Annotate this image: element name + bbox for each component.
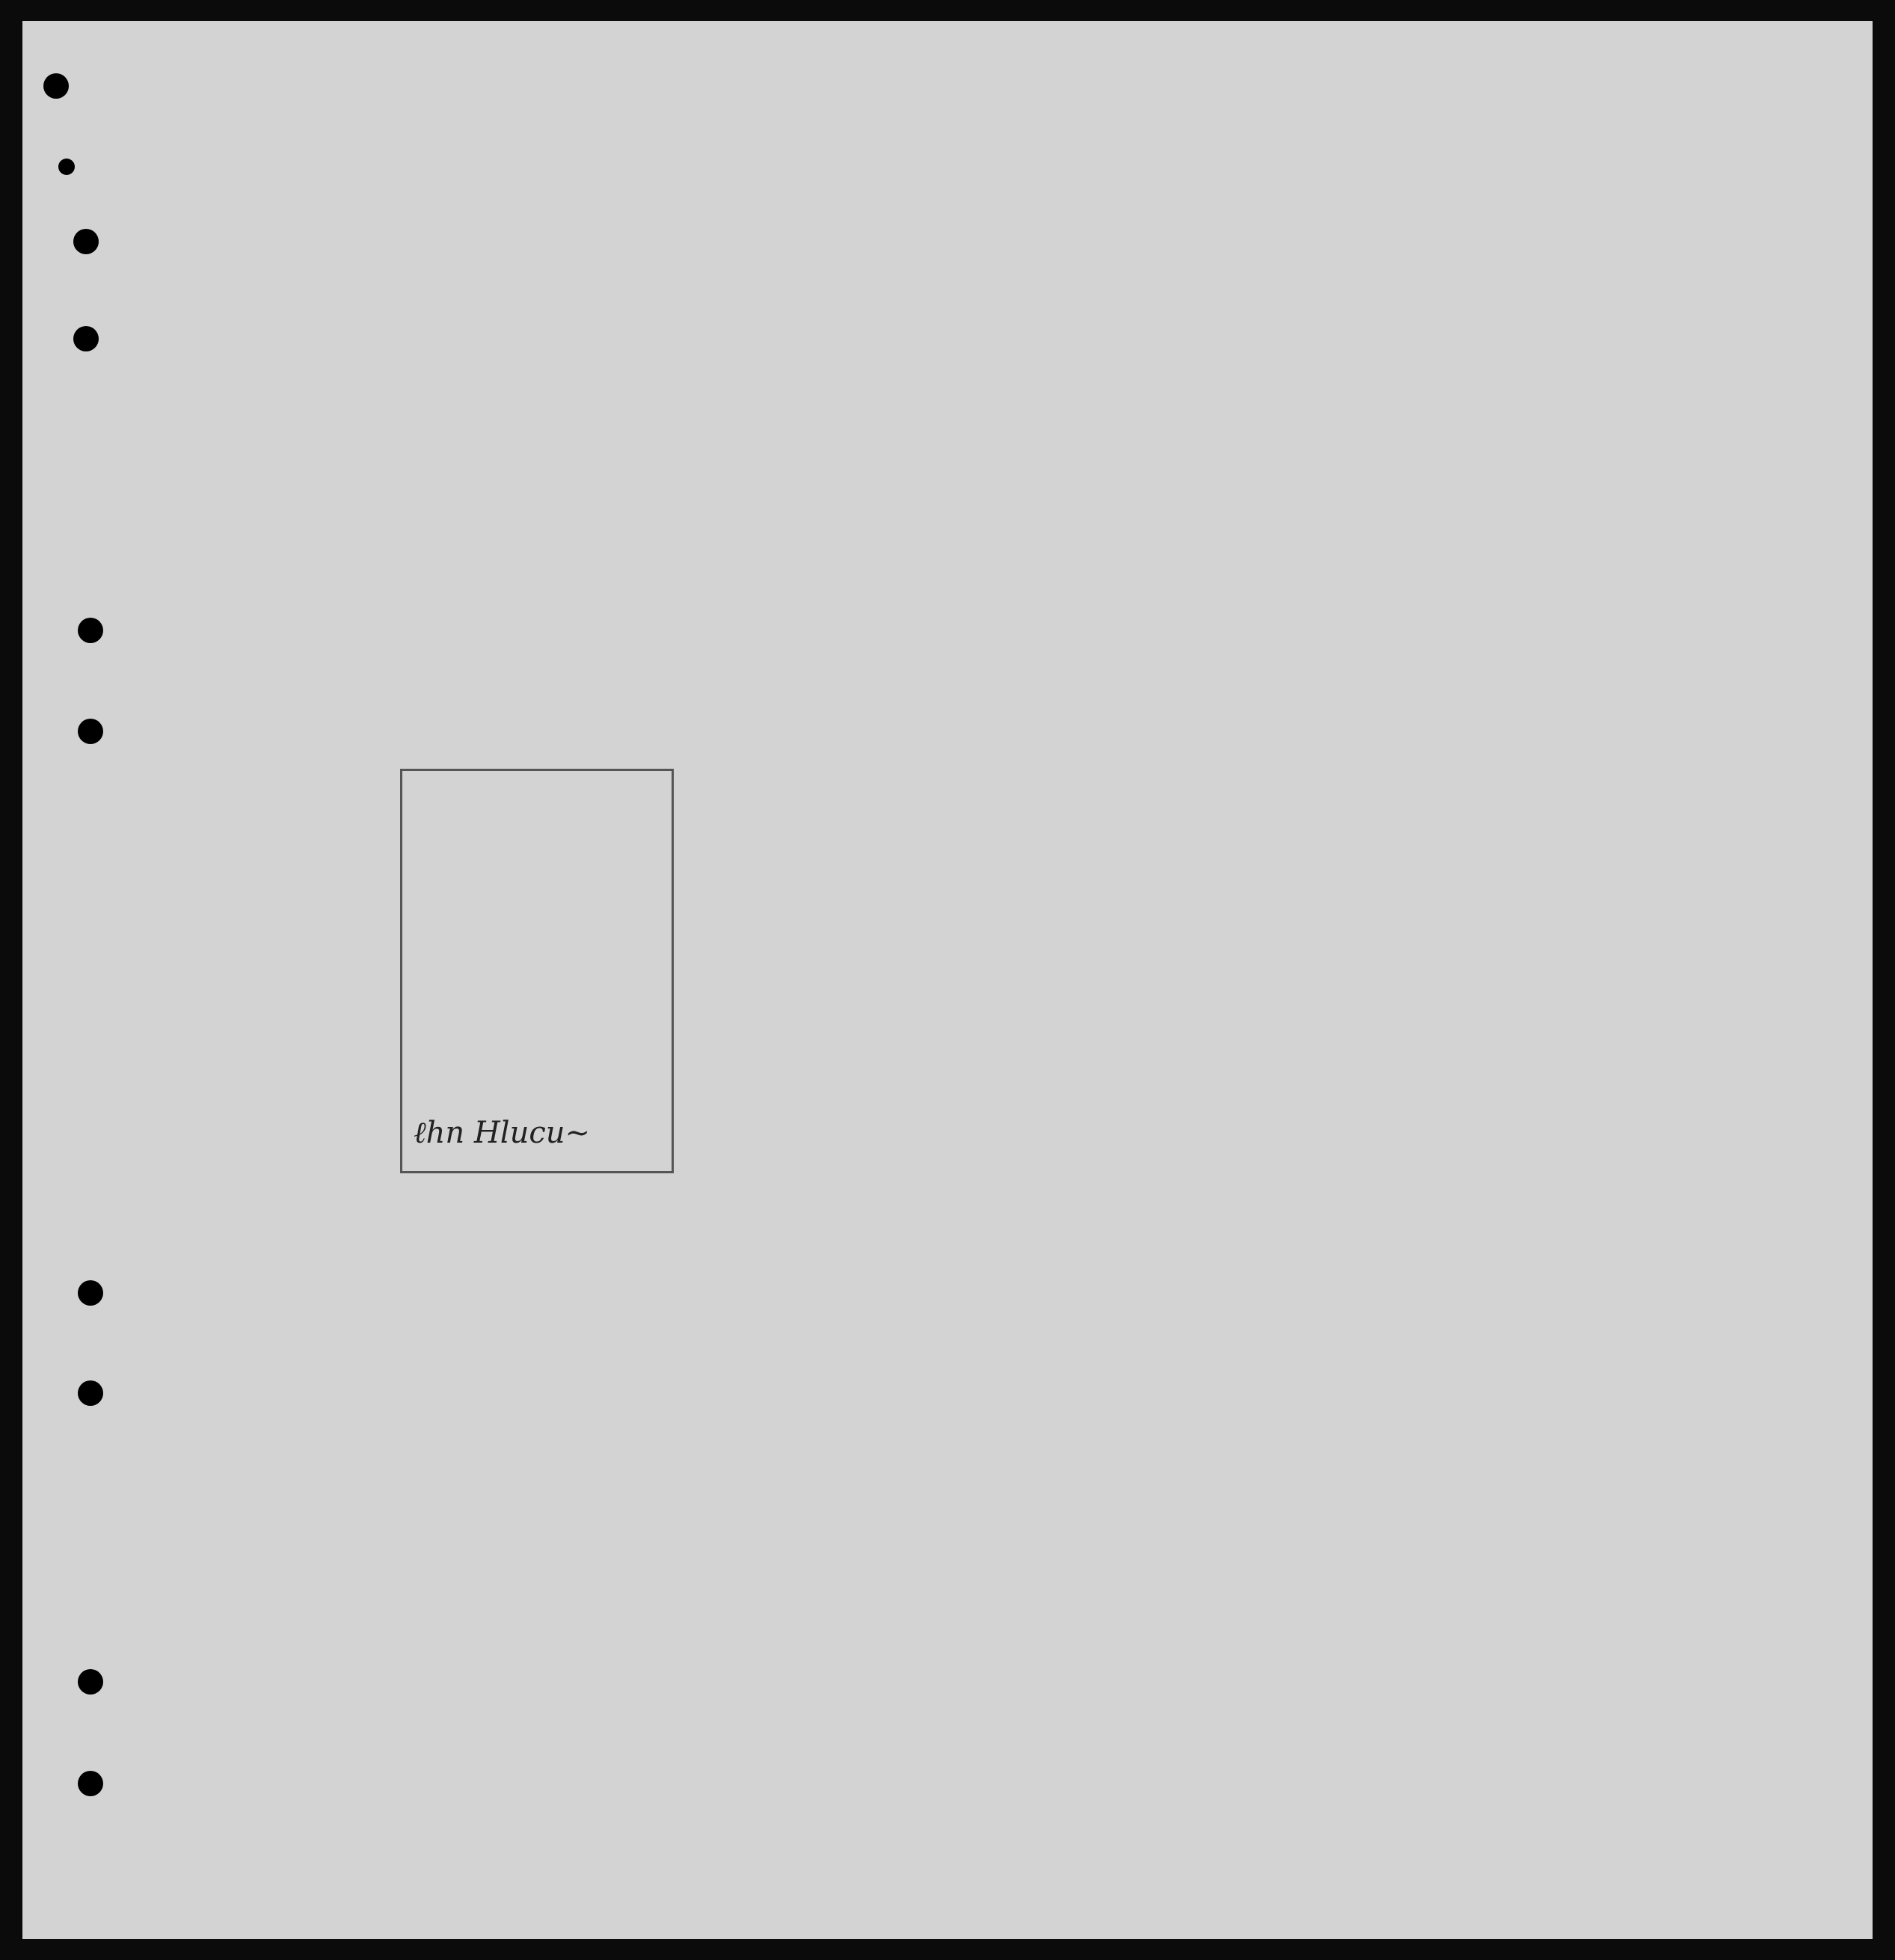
punch-hole bbox=[43, 73, 69, 99]
punch-hole bbox=[78, 1280, 103, 1306]
punch-hole bbox=[78, 719, 103, 744]
manifest-sheet bbox=[22, 21, 1873, 1939]
table-grid bbox=[22, 21, 1873, 1939]
punch-hole bbox=[78, 1669, 103, 1695]
embassy-stamp bbox=[400, 769, 674, 1173]
punch-hole bbox=[73, 229, 99, 254]
punch-hole bbox=[58, 159, 75, 175]
punch-hole bbox=[78, 1771, 103, 1796]
consul-signature: ℓℎn Hlucu∼ bbox=[414, 1116, 591, 1150]
punch-hole bbox=[78, 618, 103, 643]
punch-hole bbox=[73, 326, 99, 351]
punch-hole bbox=[78, 1380, 103, 1406]
